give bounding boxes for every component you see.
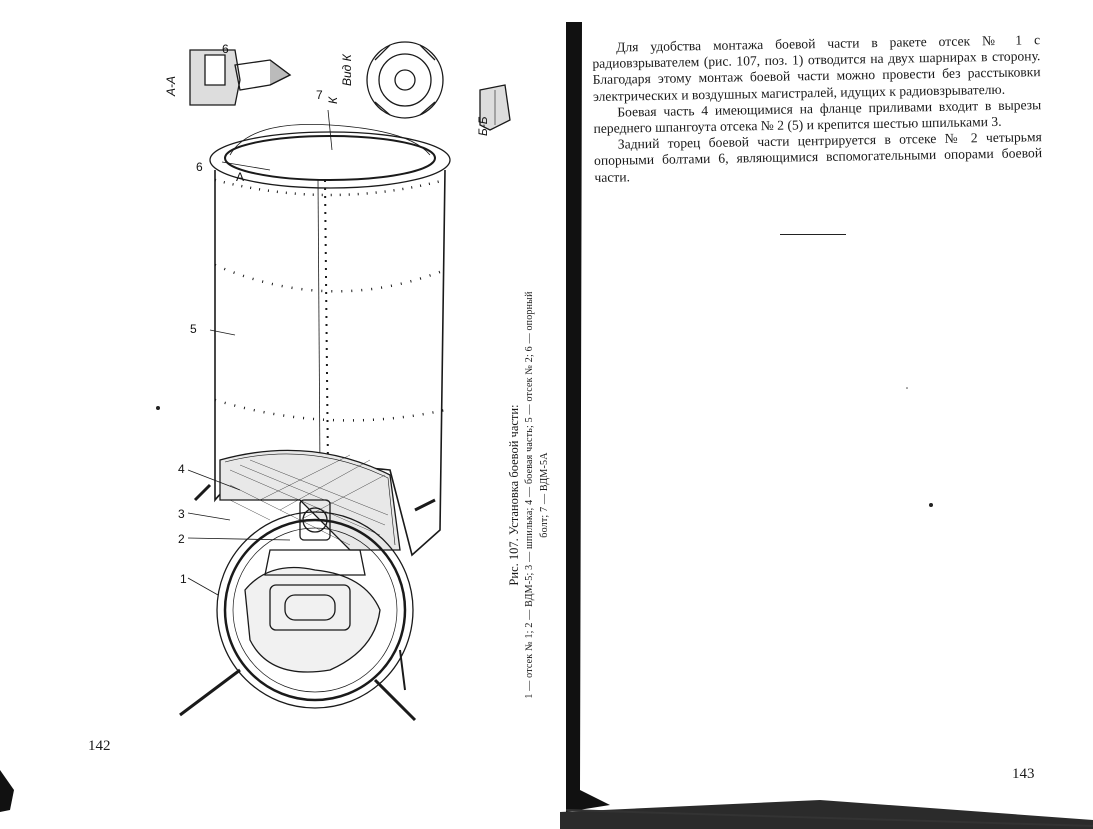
left-page-number: 142 xyxy=(88,738,111,754)
callout-5: 5 xyxy=(190,322,197,336)
caption-items: 1 — отсек № 1; 2 — ВДМ-5; 3 — шпилька; 4 — боевая часть; 5 — отсек № 2; 6 — опорный болт; 7 — ВДМ-5А xyxy=(524,291,550,699)
paragraph-2: Боевая часть 4 имеющимися на фланце приливами входит в вырезы переднего шпангоута отсека № 2 (5) и крепится шестью шпильками 3. xyxy=(593,96,1042,137)
callout-3: 3 xyxy=(178,507,185,521)
callout-6: 6 xyxy=(196,160,203,174)
right-page-number: 143 xyxy=(1012,766,1035,782)
callout-2: 2 xyxy=(178,532,185,546)
view-k-label: Вид К xyxy=(340,54,354,86)
paragraph-1: Для удобства монтажа боевой части в ракете отсек № 1 с радиовзрывателем (рис. 107, поз. 1) отводится на двух шарнирах в сторону. Благодаря этому монтаж боевой части можно провести без расстыковки электрических и воздушных магистралей, идущих к радиовзрывателю. xyxy=(592,32,1041,104)
section-aa-label: А-А xyxy=(164,75,178,96)
arrow-k-label: К xyxy=(326,96,340,104)
callout-4: 4 xyxy=(178,462,185,476)
callout-7: 7 xyxy=(316,88,323,102)
caption-title: Рис. 107. Установка боевой части: xyxy=(507,404,521,586)
callout-1: 1 xyxy=(180,572,187,586)
section-bb-label: Б-Б xyxy=(476,116,490,136)
point-a-label: А xyxy=(236,170,245,184)
detail-label-6: 6 xyxy=(222,42,229,56)
paragraph-3: Задний торец боевой части центрируется в отсеке № 2 четырьмя опорными болтами 6, являющимися вспомогательными опорами боевой части. xyxy=(593,129,1043,185)
